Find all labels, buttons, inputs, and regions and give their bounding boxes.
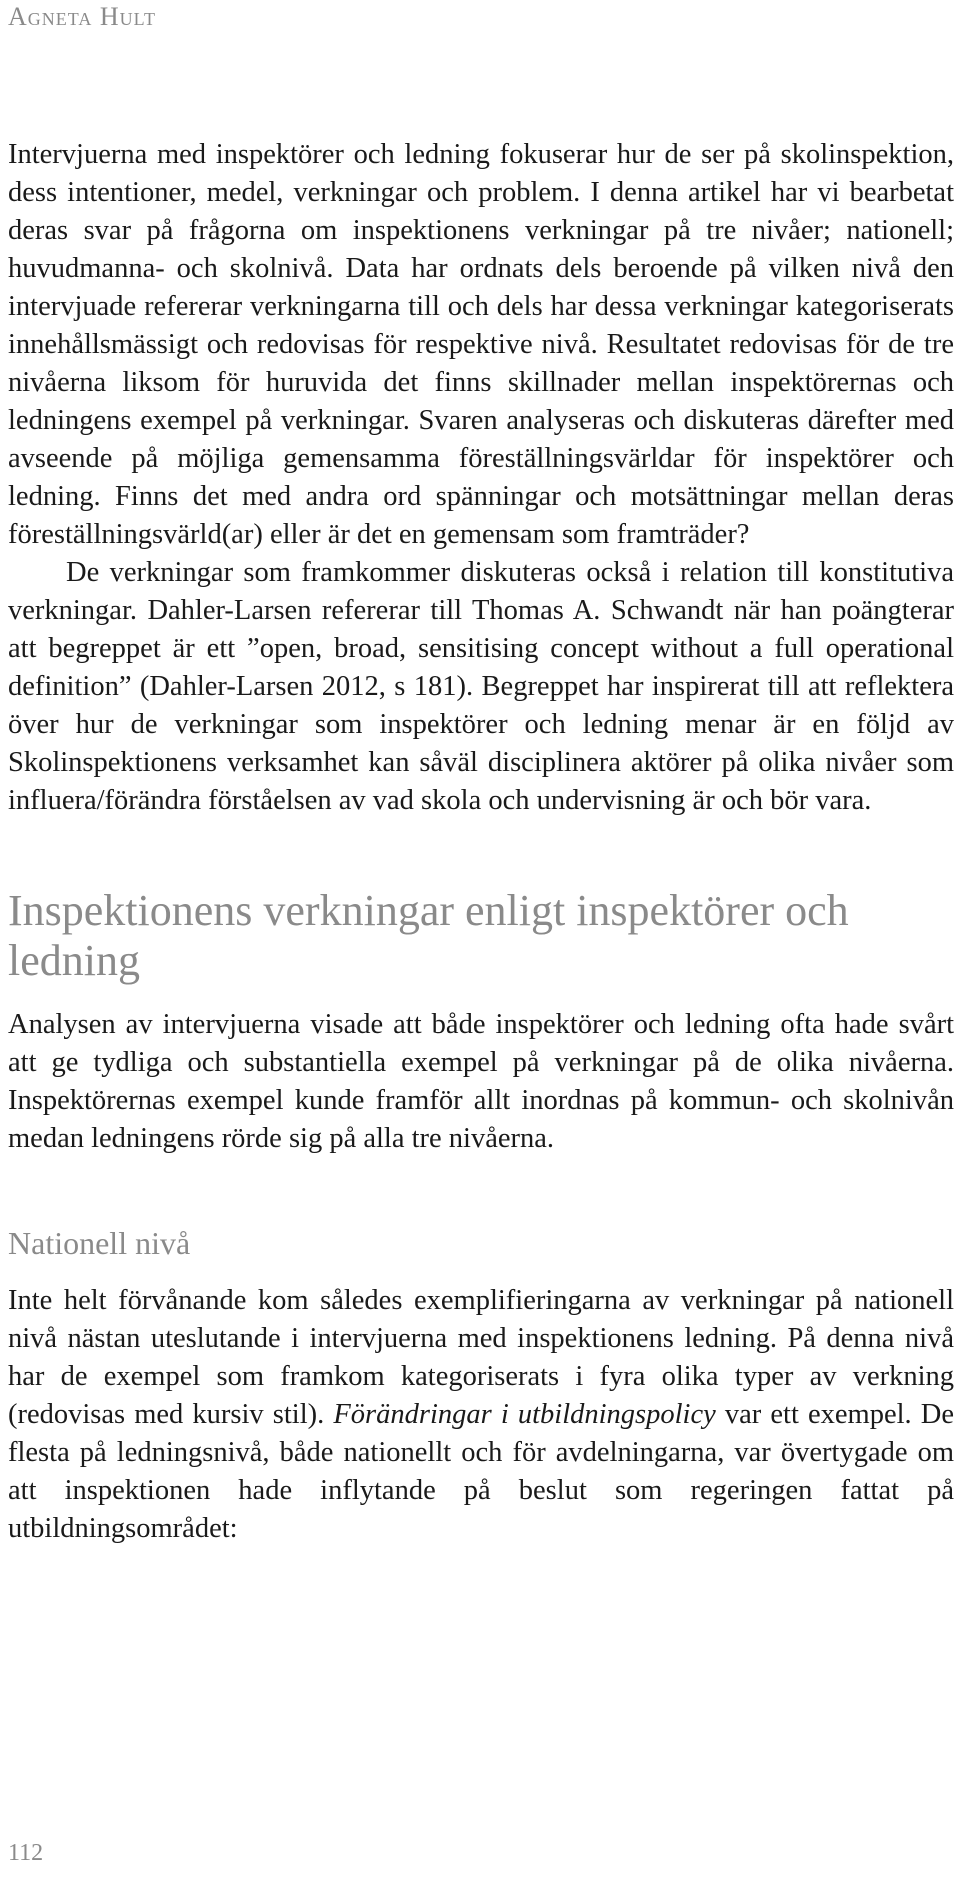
intro-paragraph-1: Intervjuerna med inspektörer och ledning fokuserar hur de ser på skolinspektion, dess intentioner, medel, verkningar och problem. I denna artikel har vi bearbetat deras svar på frågorna om inspektionens verkningar på tre nivåer; nationell; huvudmanna- och skolnivå. Data har ordnats dels beroende på vilken nivå den intervjuade refererar verkningarna till och dels har dessa verkningar kategoriserats innehållsmässigt och redovisas för respektive nivå. Resultatet redovisas för de tre nivåerna liksom för huruvida det finns skillnader mellan inspektörernas och ledningens exempel på verkningar. Svaren analyseras och diskuteras därefter med avseende på möjliga gemensamma föreställningsvärldar för inspektörer och ledning. Finns det med andra ord spänningar och motsättningar mellan deras föreställningsvärld(ar) eller är det en gemensam som framträder? [8,139,954,550]
page-body [8,136,954,1548]
subsection-heading: Nationell nivå [8,1225,191,1261]
subsection-text-end: var ett exempel. De flesta på ledningsnivå, både nationellt och för avdelningarna, var övertygade om att inspektionen hade inflytande på beslut som regeringen fattat på utbildningsområdet: [8,1399,954,1544]
subsection-paragraph [8,1282,954,1548]
subsection-text-start: Inte helt förvånande kom således exemplifieringarna av verkningar på nationell nivå nästan uteslutande i intervjuerna med inspektionens ledning. På denna nivå har de exempel som framkom kategoriserats i fyra olika typer av verkning (redovisas med kursiv stil). [8,1285,954,1430]
subsection-italic-term: Förändringar i utbildningspolicy [333,1399,716,1430]
running-head: Agneta Hult [8,2,156,31]
intro-paragraph-2: De verkningar som framkommer diskuteras också i relation till konstitutiva verkningar. Dahler-Larsen refererar till Thomas A. Schwandt när han poängterar att begreppet är ett ”open, broad, sensitising concept without a full operational definition” (Dahler-Larsen 2012, s 181). Begreppet har inspirerat till att reflektera över hur de verkningar som inspektörer och ledning menar är en följd av Skolinspektionens verksamhet kan såväl disciplinera aktörer på olika nivåer som influera/förändra förståelsen av vad skola och undervisning är och bör vara. [8,557,954,816]
page-number: 112 [8,1840,44,1866]
section-heading: Inspektionens verkningar enligt inspektörer och ledning [8,886,849,985]
section-paragraph: Analysen av intervjuerna visade att både inspektörer och ledning ofta hade svårt att ge tydliga och substantiella exempel på verkningar på de olika nivåerna. Inspektörernas exempel kunde framför allt inordnas på kommun- och skolnivån medan ledningens rörde sig på alla tre nivåerna. [8,1009,954,1154]
